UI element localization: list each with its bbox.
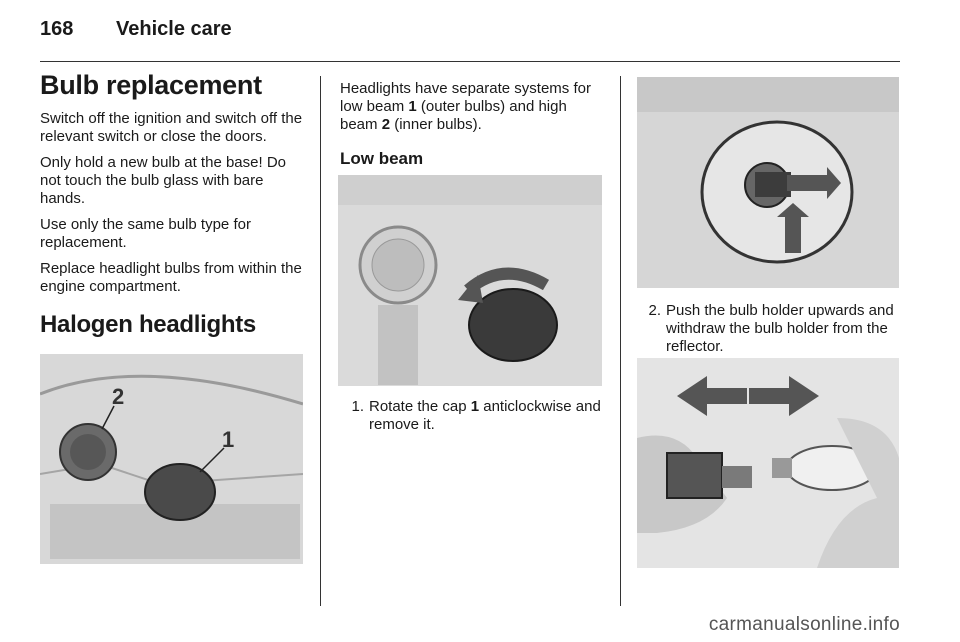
figure-bulb-withdraw xyxy=(637,358,899,568)
figure-halogen-headlights xyxy=(40,354,303,564)
step-1-text: Rotate the cap 1 anticlockwise and remove it. xyxy=(369,398,601,433)
page-number: 168 xyxy=(40,18,74,40)
low-beam-illustration xyxy=(338,175,602,386)
step-2 xyxy=(637,302,903,356)
paragraph-bulb-base: Only hold a new bulb at the base! Do not touch the bulb glass with bare hands. xyxy=(40,154,286,207)
paragraph-bulb-type: Use only the same bulb type for replacement. xyxy=(40,216,251,251)
page-title: Bulb replacement xyxy=(40,70,262,100)
figure-label-2: 2 xyxy=(112,384,125,409)
step-2-number: 2. xyxy=(648,302,661,319)
intro-paragraph: Headlights have separate systems for low beam 1 (outer bulbs) and high beam 2 (inner bulbs). xyxy=(340,80,591,133)
paragraph-ignition: Switch off the ignition and switch off the relevant switch or close the doors. xyxy=(40,110,303,145)
left-column xyxy=(40,70,306,346)
header-rule xyxy=(40,61,900,62)
subtitle-halogen: Halogen headlights xyxy=(40,311,256,338)
figure-label-1: 1 xyxy=(222,427,235,452)
bulb-withdraw-illustration xyxy=(637,358,899,568)
heading-low-beam: Low beam xyxy=(340,149,424,168)
figure-bulb-holder-push xyxy=(637,77,899,288)
step-1 xyxy=(340,398,606,434)
step-1-number: 1. xyxy=(351,398,364,415)
halogen-illustration xyxy=(40,354,303,564)
bulb-holder-illustration xyxy=(637,77,899,288)
middle-column xyxy=(340,74,606,178)
column-divider-2 xyxy=(620,76,621,606)
footer-watermark: carmanualsonline.info xyxy=(708,614,900,635)
figure-low-beam-cap xyxy=(338,175,602,386)
column-divider-1 xyxy=(320,76,321,606)
page-header xyxy=(40,18,232,48)
paragraph-engine-compartment: Replace headlight bulbs from within the engine compartment. xyxy=(40,260,302,295)
section-title: Vehicle care xyxy=(116,18,232,40)
step-2-text: Push the bulb holder upwards and withdraw the bulb holder from the reflector. xyxy=(666,302,894,355)
